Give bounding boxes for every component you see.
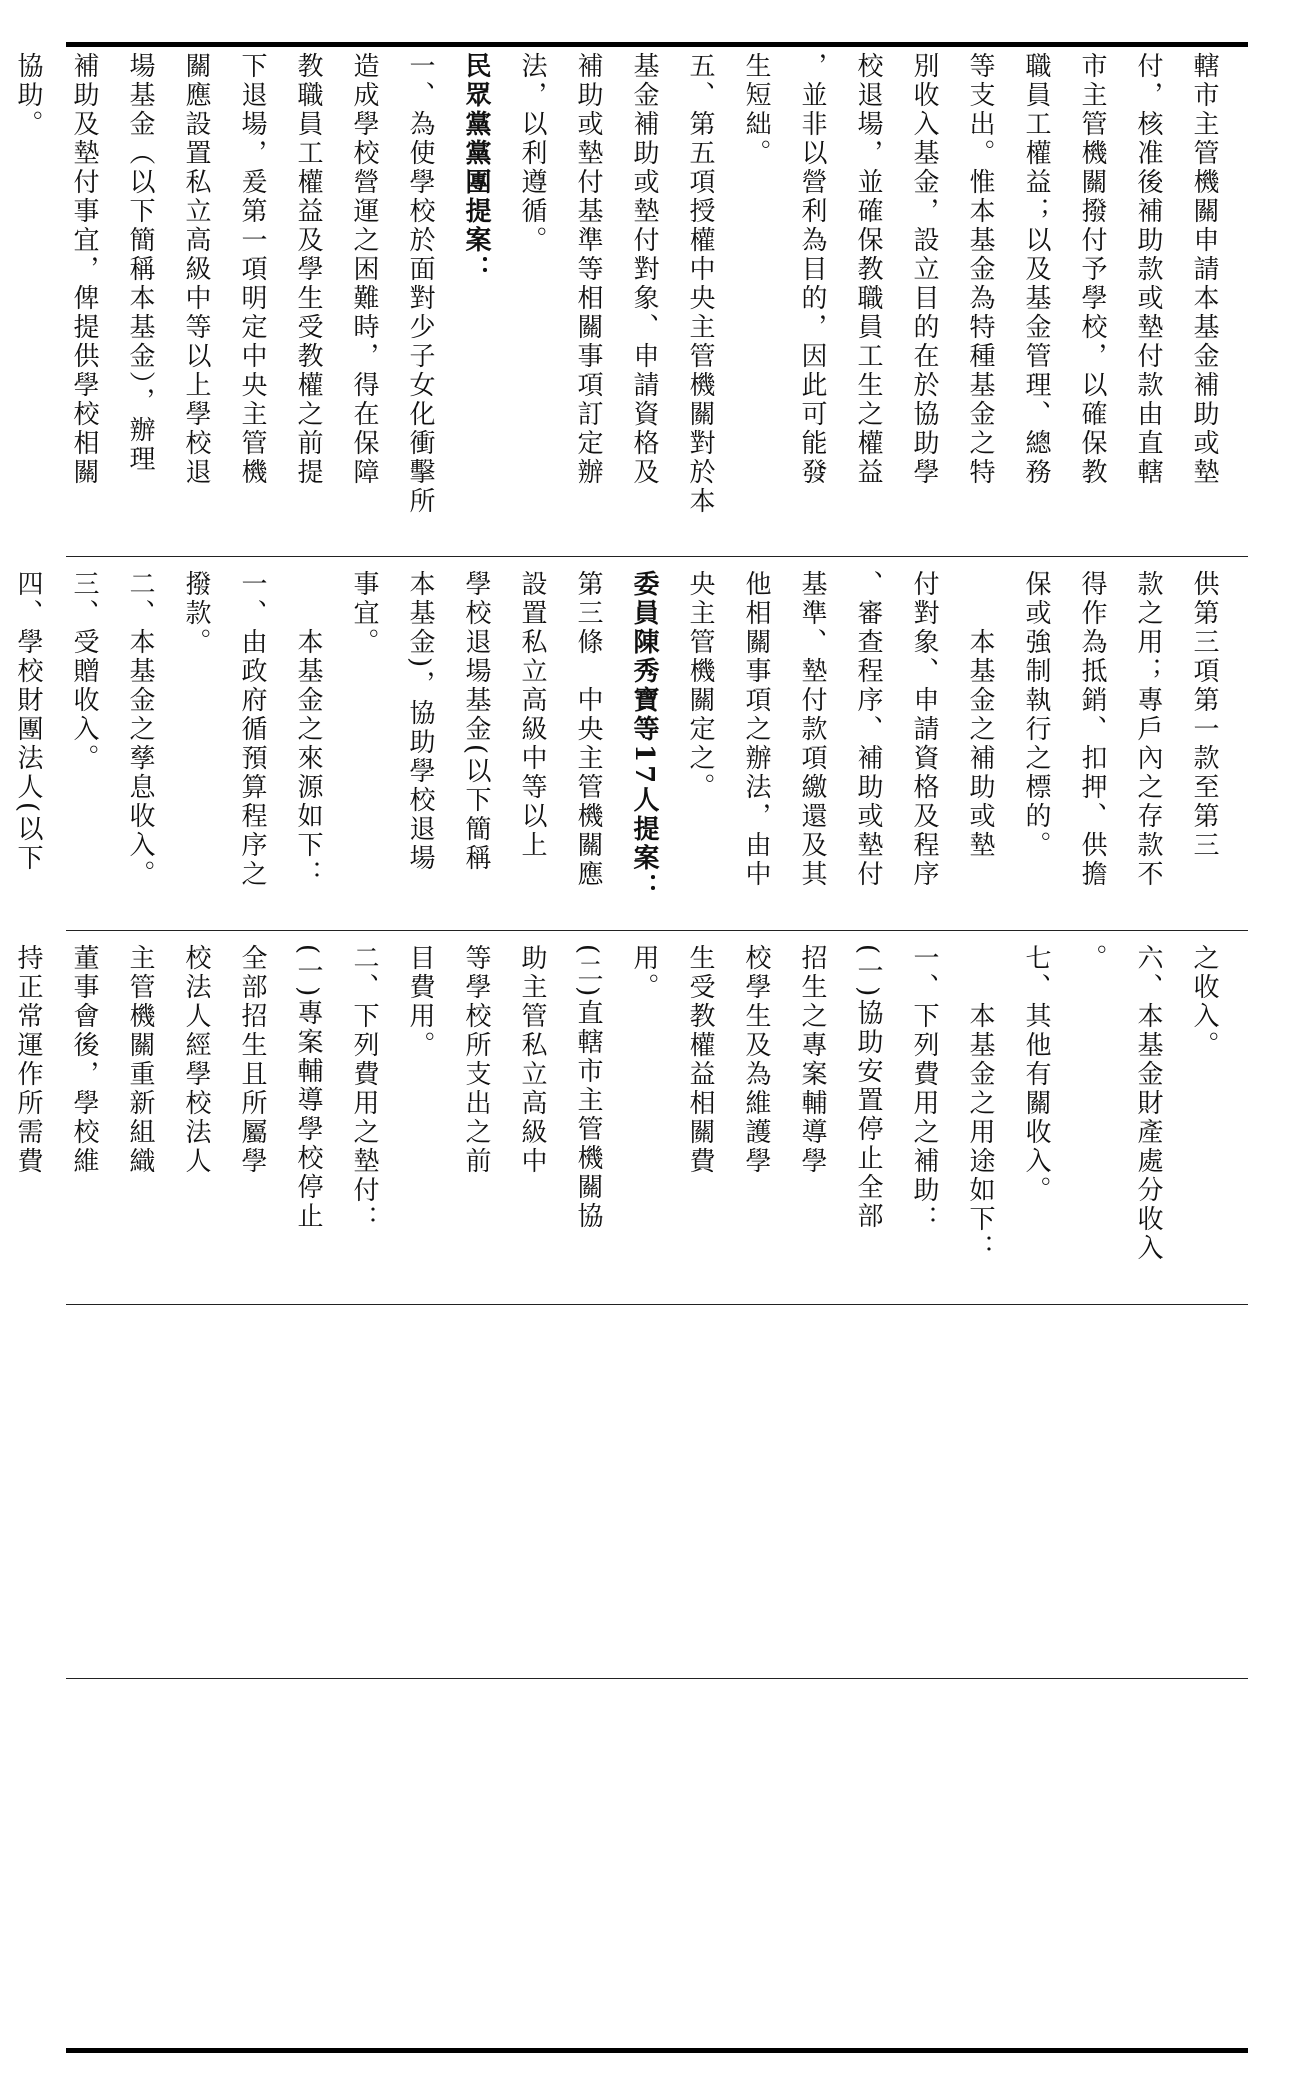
text-line: 他相關事項之辦法，由中 xyxy=(741,570,771,889)
text-line: 造成學校營運之困難時，得在保障 xyxy=(349,52,379,487)
article-section-2 xyxy=(13,570,1232,930)
text-line: 助主管私立高級中 xyxy=(517,944,547,1176)
bottom-rule xyxy=(66,2048,1248,2053)
text-line: ，並非以營利為目的，因此可能發 xyxy=(797,52,827,487)
text-line: 招生之專案輔導學 xyxy=(797,944,827,1176)
section-divider xyxy=(66,1678,1248,1679)
text-line: 付對象、申請資格及程序 xyxy=(909,570,939,889)
section-divider xyxy=(66,930,1248,931)
text-line: 主管機關重新組織 xyxy=(125,944,155,1176)
text-line: 一、下列費用之補助： xyxy=(909,944,939,1234)
top-rule xyxy=(66,42,1248,47)
proposal-heading: 委員陳秀寶等17人提案： xyxy=(629,570,659,903)
text-line: 三、受贈收入。 xyxy=(69,570,99,773)
text-line: 供第三項第一款至第三 xyxy=(1189,570,1219,860)
text-line: 二、下列費用之墊付： xyxy=(349,944,379,1234)
text-line: 設置私立高級中等以上 xyxy=(517,570,547,860)
text-line: 校退場，並確保教職員工生之權益 xyxy=(853,52,883,487)
section-divider xyxy=(66,556,1248,557)
text-line: 董事會後，學校維 xyxy=(69,944,99,1176)
text-line: 撥款。 xyxy=(181,570,211,657)
text-line: (一)專案輔導學校停止 xyxy=(293,944,323,1232)
text-line: 央主管機關定之。 xyxy=(685,570,715,802)
text-line: 二、本基金之孳息收入。 xyxy=(125,570,155,889)
text-line: 教職員工權益及學生受教權之前提 xyxy=(293,52,323,487)
text-line: 別收入基金，設立目的在於協助學 xyxy=(909,52,939,487)
text-line: 之收入。 xyxy=(1189,944,1219,1060)
text-line: 一、為使學校於面對少子女化衝擊所 xyxy=(405,52,435,516)
text-line: 場基金（以下簡稱本基金），辦理 xyxy=(125,52,155,474)
text-line: 六、本基金財產處分收入 xyxy=(1133,944,1163,1263)
text-line: 基準、墊付款項繳還及其 xyxy=(797,570,827,889)
text-line: 校法人經學校法人 xyxy=(181,944,211,1176)
text-line: 學校退場基金(以下簡稱 xyxy=(461,570,491,874)
text-line: 職員工權益；以及基金管理、總務 xyxy=(1021,52,1051,487)
text-line: 本基金之用途如下： xyxy=(965,944,995,1263)
text-line: 協助。 xyxy=(13,52,43,139)
text-line: 一、由政府循預算程序之 xyxy=(237,570,267,889)
text-line: 等支出。惟本基金為特種基金之特 xyxy=(965,52,995,487)
text-line: 目費用。 xyxy=(405,944,435,1060)
text-line: 五、第五項授權中央主管機關對於本 xyxy=(685,52,715,516)
text-line: (二)直轄市主管機關協 xyxy=(573,944,603,1232)
text-line: 本基金之來源如下： xyxy=(293,570,323,889)
explanation-section-1 xyxy=(13,52,1232,552)
text-line: 得作為抵銷、扣押、供擔 xyxy=(1077,570,1107,889)
text-line: 、審查程序、補助或墊付 xyxy=(853,570,883,889)
text-line: 本基金之補助或墊 xyxy=(965,570,995,860)
text-line: 下退場，爰第一項明定中央主管機 xyxy=(237,52,267,487)
text-line: 事宜。 xyxy=(349,570,379,657)
text-line: 校學生及為維護學 xyxy=(741,944,771,1176)
text-line: (一)協助安置停止全部 xyxy=(853,944,883,1232)
text-line: 付，核准後補助款或墊付款由直轄 xyxy=(1133,52,1163,487)
text-line: 關應設置私立高級中等以上學校退 xyxy=(181,52,211,487)
text-line: 生受教權益相關費 xyxy=(685,944,715,1176)
text-line: 轄市主管機關申請本基金補助或墊 xyxy=(1189,52,1219,487)
text-line: 市主管機關撥付予學校，以確保教 xyxy=(1077,52,1107,487)
text-line: 。 xyxy=(1077,944,1107,973)
text-line: 款之用；專戶內之存款不 xyxy=(1133,570,1163,889)
text-line: 全部招生且所屬學 xyxy=(237,944,267,1176)
proposal-heading: 民眾黨黨團提案： xyxy=(461,52,491,284)
text-line: 第三條 中央主管機關應 xyxy=(573,570,603,889)
text-line: 生短絀。 xyxy=(741,52,771,168)
article-section-3 xyxy=(13,944,1232,1304)
text-line: 保或強制執行之標的。 xyxy=(1021,570,1051,860)
text-line: 用。 xyxy=(629,944,659,1002)
text-line: 補助及墊付事宜，俾提供學校相關 xyxy=(69,52,99,487)
text-line: 持正常運作所需費 xyxy=(13,944,43,1176)
text-line: 法，以利遵循。 xyxy=(517,52,547,255)
text-line: 等學校所支出之前 xyxy=(461,944,491,1176)
text-line: 本基金)，協助學校退場 xyxy=(405,570,435,874)
section-divider xyxy=(66,1304,1248,1305)
text-line: 基金補助或墊付對象、申請資格及 xyxy=(629,52,659,487)
text-line: 補助或墊付基準等相關事項訂定辦 xyxy=(573,52,603,487)
text-line: 七、其他有關收入。 xyxy=(1021,944,1051,1205)
text-line: 四、學校財團法人(以下 xyxy=(13,570,43,874)
